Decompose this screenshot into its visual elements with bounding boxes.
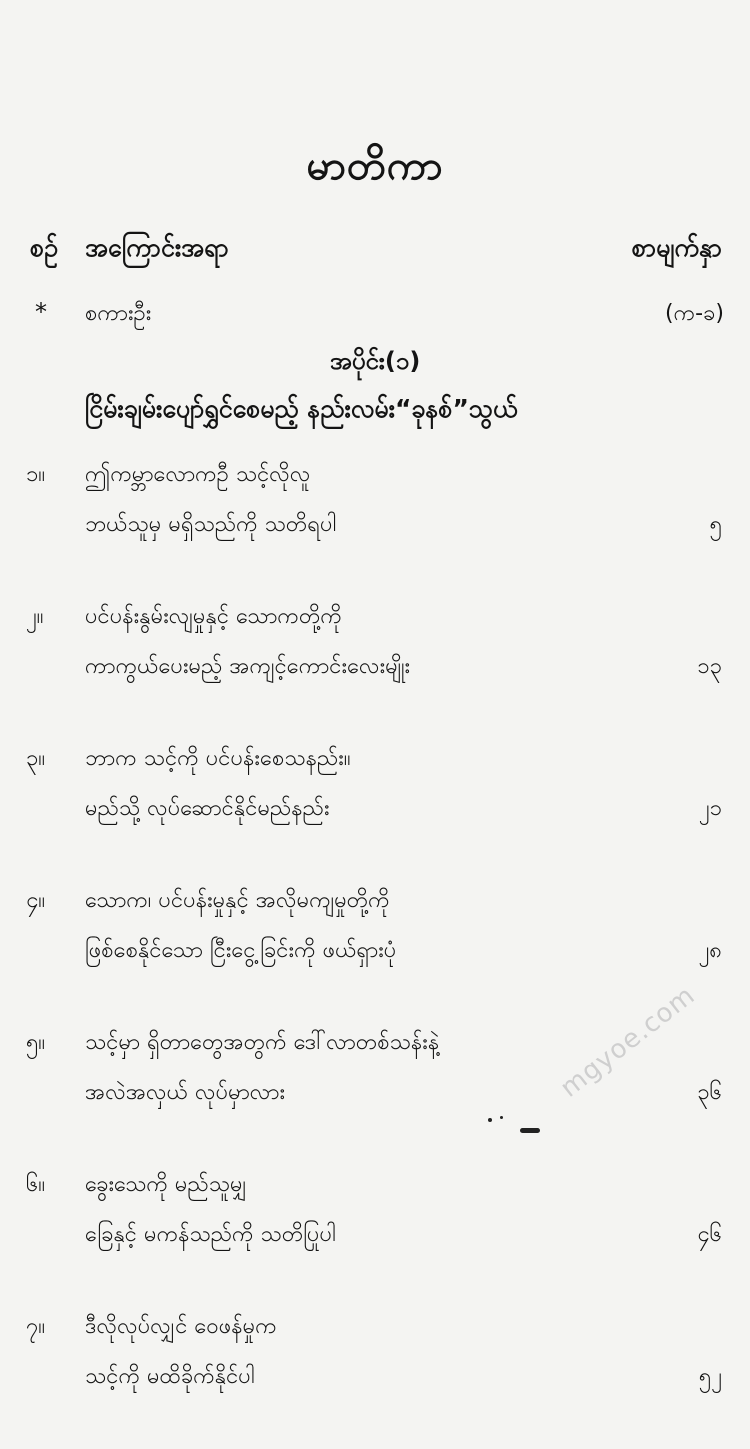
entry-title-line2: သင့်ကို မထိခိုက်နိုင်ပါ (85, 1364, 255, 1389)
ink-speck (488, 1118, 492, 1122)
ink-speck (500, 1116, 503, 1119)
entry-title-line2: ကာကွယ်ပေးမည့် အကျင့်ကောင်းလေးမျိုး (85, 654, 411, 679)
entry-number: ၂။ (26, 604, 44, 629)
entry-number: ၁။ (26, 462, 46, 487)
entry-title-line1: ပင်ပန်းနွမ်းလျမှုနှင့် သောကတို့ကို (85, 604, 342, 629)
toc-entry (0, 739, 750, 881)
entry-number: ၆။ (26, 1172, 46, 1197)
toc-entry (0, 455, 750, 597)
entry-page: ၂၈ (698, 938, 722, 963)
entry-page: ၁၃ (697, 654, 722, 679)
preface-page: (က-ခ) (664, 301, 724, 326)
entry-title-line2: ဖြစ်စေနိုင်သော ငြီးငွေ့ခြင်းကို ဖယ်ရှားပုံ (85, 938, 397, 963)
entry-page: ၅ (709, 512, 722, 537)
entry-title-line1: ဘာက သင့်ကို ပင်ပန်းစေသနည်း။ (85, 746, 351, 771)
toc-entry (0, 597, 750, 739)
toc-entry (0, 1165, 750, 1307)
part-subtitle: ငြိမ်းချမ်းပျော်ရွှင်စေမည့် နည်းလမ်း“ခုနစ်”သွယ် (85, 394, 518, 423)
asterisk-icon: * (35, 298, 47, 326)
column-header-row (0, 232, 750, 272)
entry-number: ၃။ (26, 746, 46, 771)
entry-title-line2: ခြေနှင့် မကန်သည်ကို သတိပြုပါ (85, 1222, 336, 1247)
header-page: စာမျက်နှာ (631, 233, 722, 262)
watermark-text: mgyoe.com (555, 980, 702, 1104)
preface-title: စကားဦး (85, 301, 152, 326)
entry-page: ၂၁ (698, 796, 722, 821)
entry-page: ၅၂ (698, 1364, 722, 1389)
toc-list (0, 455, 750, 1449)
ink-speck (520, 1128, 540, 1133)
page-title: မာတိကာ (306, 143, 444, 189)
entry-title-line1: ခွေးသေကို မည်သူမျှ (85, 1172, 247, 1197)
part-label: အပိုင်း(၁) (329, 347, 421, 375)
toc-entry (0, 881, 750, 1023)
header-number: စဉ် (30, 233, 58, 262)
header-topic: အကြောင်းအရာ (85, 233, 229, 262)
entry-page: ၃၆ (697, 1080, 722, 1105)
entry-title-line2: ဘယ်သူမှ မရှိသည်ကို သတိရပါ (85, 512, 337, 537)
entry-number: ၄။ (26, 888, 46, 913)
entry-page: ၄၆ (697, 1222, 722, 1247)
entry-title-line2: မည်သို့ လုပ်ဆောင်နိုင်မည်နည်း (85, 796, 330, 821)
entry-title-line2: အလဲအလှယ် လုပ်မှာလား (85, 1080, 286, 1105)
entry-number: ၇။ (26, 1314, 46, 1339)
entry-title-line1: ဤကမ္ဘာလောကဦ သင့်လိုလူ (85, 462, 311, 487)
entry-title-line1: ဒီလိုလုပ်လျှင် ဝေဖန်မှုက (85, 1314, 277, 1339)
preface-entry (0, 298, 750, 334)
entry-title-line1: သောက၊ ပင်ပန်းမှုနှင့် အလိုမကျမှုတို့ကို (85, 888, 390, 913)
entry-title-line1: သင့်မှာ ရှိတာတွေအတွက် ဒေါ်လာတစ်သန်းနဲ့ (85, 1030, 440, 1055)
entry-number: ၅။ (26, 1030, 46, 1055)
toc-entry (0, 1307, 750, 1449)
